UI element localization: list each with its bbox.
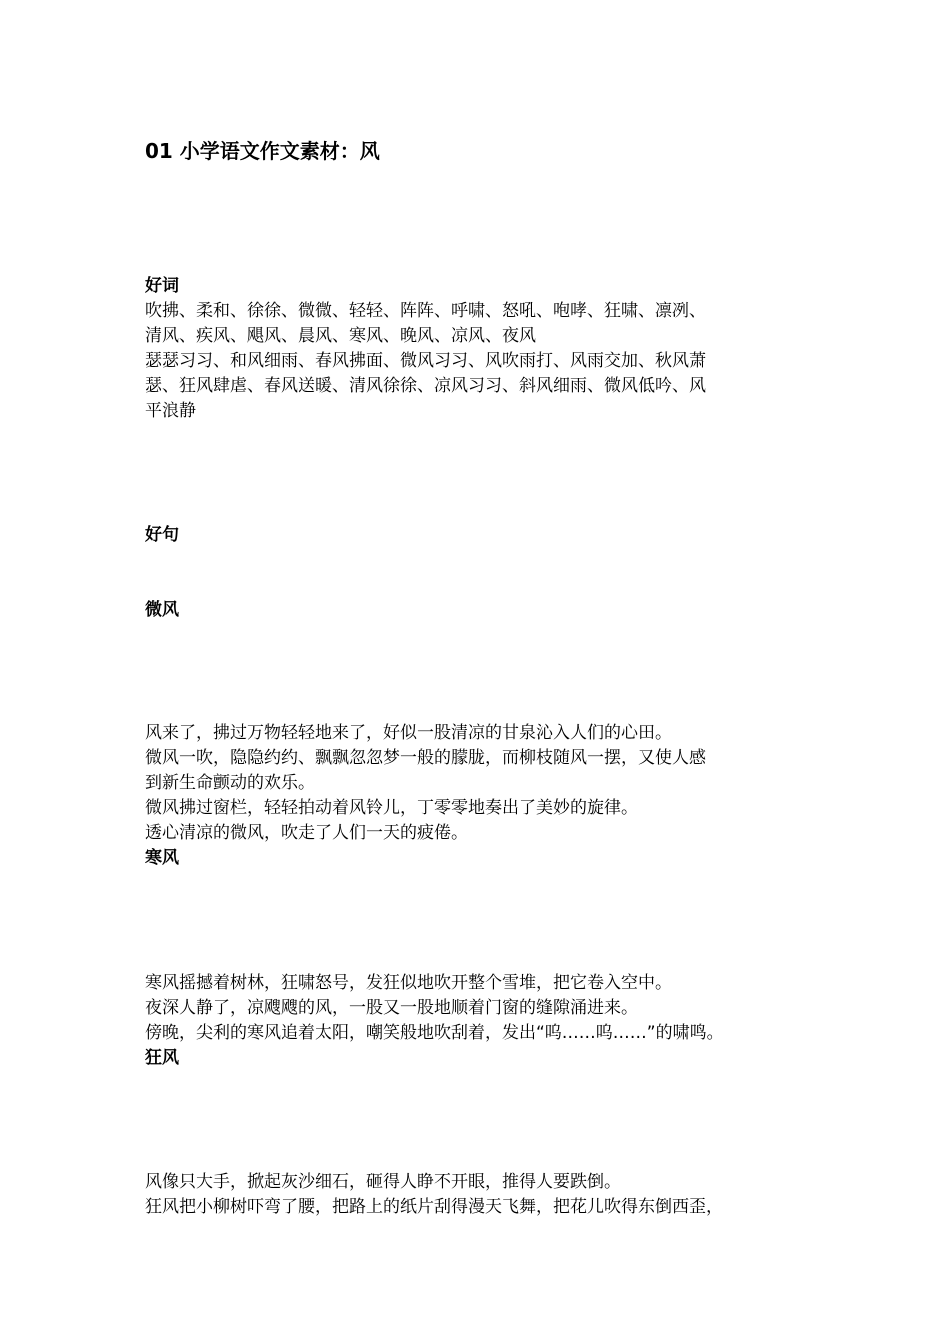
- good-words-line: 平浪静: [145, 401, 196, 421]
- good-words-line: 瑟、狂风肆虐、春风送暖、清风徐徐、凉风习习、斜风细雨、微风低吟、风: [145, 376, 706, 396]
- good-words-line: 清风、疾风、飓风、晨风、寒风、晚风、凉风、夜风: [145, 326, 536, 346]
- gale-sentence: 狂风把小柳树吓弯了腰，把路上的纸片刮得漫天飞舞，把花儿吹得东倒西歪，: [145, 1197, 723, 1217]
- document-title: 01 小学语文作文素材：风: [145, 139, 380, 163]
- gale-section: [145, 1170, 817, 1220]
- cold-wind-heading: 寒风: [145, 848, 179, 868]
- cold-wind-sentence: 傍晚，尖利的寒风追着太阳，嘲笑般地吹刮着，发出“呜……呜……”的啸鸣。: [145, 1023, 724, 1043]
- good-words-line: 吹拂、柔和、徐徐、微微、轻轻、阵阵、呼啸、怒吼、咆哮、狂啸、凛冽、: [145, 301, 706, 321]
- breeze-heading: 微风: [145, 600, 179, 620]
- good-sentences-heading: 好句: [145, 525, 179, 545]
- gale-heading: 狂风: [145, 1048, 179, 1068]
- breeze-sentence: 微风一吹，隐隐约约、飘飘忽忽梦一般的朦胧，而柳枝随风一摆，又使人感: [145, 748, 706, 768]
- good-words-heading: 好词: [145, 276, 179, 296]
- breeze-sentence: 微风拂过窗栏，轻轻拍动着风铃儿，丁零零地奏出了美妙的旋律。: [145, 798, 638, 818]
- good-words-line: 瑟瑟习习、和风细雨、春风拂面、微风习习、风吹雨打、风雨交加、秋风萧: [145, 351, 706, 371]
- breeze-sentence: 到新生命颤动的欢乐。: [145, 773, 315, 793]
- breeze-sentence: 风来了，拂过万物轻轻地来了，好似一股清凉的甘泉沁入人们的心田。: [145, 723, 672, 743]
- breeze-section: [145, 721, 817, 871]
- breeze-sentence: 透心清凉的微风，吹走了人们一天的疲倦。: [145, 823, 468, 843]
- cold-wind-sentence: 寒风摇撼着树林，狂啸怒号，发狂似地吹开整个雪堆，把它卷入空中。: [145, 973, 672, 993]
- cold-wind-section: [145, 971, 817, 1071]
- gale-sentence: 风像只大手，掀起灰沙细石，砸得人睁不开眼，推得人要跌倒。: [145, 1172, 621, 1192]
- good-words-section: [145, 274, 817, 424]
- cold-wind-sentence: 夜深人静了，凉飕飕的风，一股又一股地顺着门窗的缝隙涌进来。: [145, 998, 638, 1018]
